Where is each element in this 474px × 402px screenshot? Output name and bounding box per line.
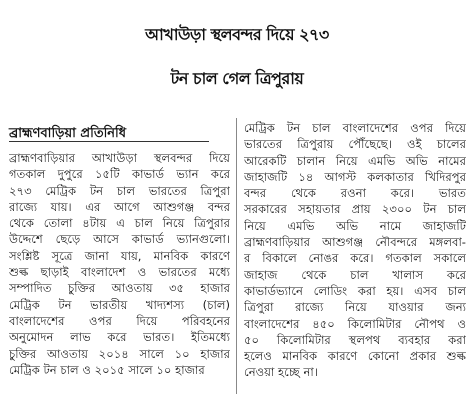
byline-underline bbox=[9, 141, 209, 142]
body-text-line: ২৭৩ মেট্রিক টন চাল ভারতের ত্রিপুরা bbox=[9, 183, 230, 198]
body-text-line: কাভার্ডভ্যানে লোডিং করা হয়। এসব চাল bbox=[244, 283, 466, 298]
body-text-line: গতকাল দুপুরে ১৫টি কাভার্ড ভ্যান করে bbox=[9, 167, 230, 182]
body-text-line: রাজ্যে যায়। এর আগে আশুগঞ্জ বন্দর bbox=[9, 199, 230, 214]
body-text-line: উদ্দেশে ছেড়ে আসে কাভার্ড ভ্যানগুলো। bbox=[9, 232, 230, 247]
body-text-line: ভারতের ত্রিপুরায় পৌঁছেছে। ওই চালের bbox=[244, 137, 466, 152]
body-text-line: বন্দর থেকে রওনা করে। ভারত bbox=[244, 186, 466, 201]
article-body-left-column bbox=[9, 150, 230, 378]
headline-line-1: আখাউড়া স্থলবন্দর দিয়ে ২৭৩ bbox=[145, 25, 329, 44]
body-text-line: ব্রাহ্মণবাড়িয়ার আখাউড়া স্থলবন্দর দিয়ে bbox=[9, 151, 230, 165]
body-text-line: অনুমোদন লাভ করে ভারত। ইতিমধ্যে bbox=[9, 330, 230, 345]
body-text-line: হলেও মানবিক কারণে কোনো প্রকার শুল্ক bbox=[244, 349, 466, 364]
body-text-line: ত্রিপুরা রাজ্যে নিয়ে যাওয়ার জন্য bbox=[244, 300, 466, 315]
body-text-line: নিয়ে এমভি অভি নামে জাহাজটি bbox=[244, 218, 466, 233]
body-text-line: জাহাজ থেকে চাল খালাস করে bbox=[244, 267, 466, 282]
byline: ব্রাহ্মণবাড়িয়া প্রতিনিধি bbox=[9, 126, 127, 141]
body-text-line: চুক্তির আওতায় ২০১৪ সালে ১০ হাজার bbox=[9, 346, 230, 361]
body-text-line: বাংলাদেশের ৪৫০ কিলোমিটার নৌপথ ও bbox=[244, 316, 466, 331]
body-text-line: শুল্ক ছাড়াই বাংলাদেশ ও ভারতের মধ্যে bbox=[9, 265, 230, 280]
body-text-line: র বিকালে নোঙর করে। গতকাল সকালে bbox=[244, 251, 466, 266]
body-text-line: সম্পাদিত চুক্তির আওতায় ৩৫ হাজার bbox=[9, 281, 230, 296]
body-text-line: নেওয়া হচ্ছে না। bbox=[244, 365, 318, 380]
body-text-line: আরেকটি চালান নিয়ে এমভি অভি নামের bbox=[244, 153, 466, 168]
column-divider bbox=[236, 118, 237, 394]
body-text-line: জাহাজটি ১৪ আগস্ট কলকাতার খিদিরপুর bbox=[244, 169, 466, 184]
body-text-line: মেট্রিক টন চাল বাংলাদেশের ওপর দিয়ে bbox=[244, 121, 466, 135]
article-body-right-column bbox=[244, 120, 466, 381]
body-text-line: ৫০ কিলোমিটার স্থলপথ ব্যবহার করা bbox=[244, 332, 466, 347]
body-text-line: থেকে তোলা ৪টায় এ চাল নিয়ে ত্রিপুরার bbox=[9, 216, 230, 231]
headline-line-2: টন চাল গেল ত্রিপুরায় bbox=[170, 69, 304, 88]
body-text-line: মেট্রিক টন ভারতীয় খাদ্যশস্য (চাল) bbox=[9, 297, 230, 312]
body-text-line: সরকারের সহায়তার প্রায় ২৩০০ টন চাল bbox=[244, 202, 466, 217]
body-text-line: মেট্রিক টন চাল ও ২০১৫ সালে ১০ হাজার bbox=[9, 362, 205, 377]
body-text-line: বাংলাদেশের ওপর দিয়ে পরিবহনের bbox=[9, 313, 230, 328]
body-text-line: ব্রাহ্মণবাড়িয়ার আশুগঞ্জ নৌবন্দরে মঙ্গলবা- bbox=[244, 235, 466, 250]
body-text-line: সংশ্লিষ্ট সূত্রে জানা যায়, মানবিক কারণে bbox=[9, 248, 230, 263]
headline bbox=[0, 14, 474, 100]
